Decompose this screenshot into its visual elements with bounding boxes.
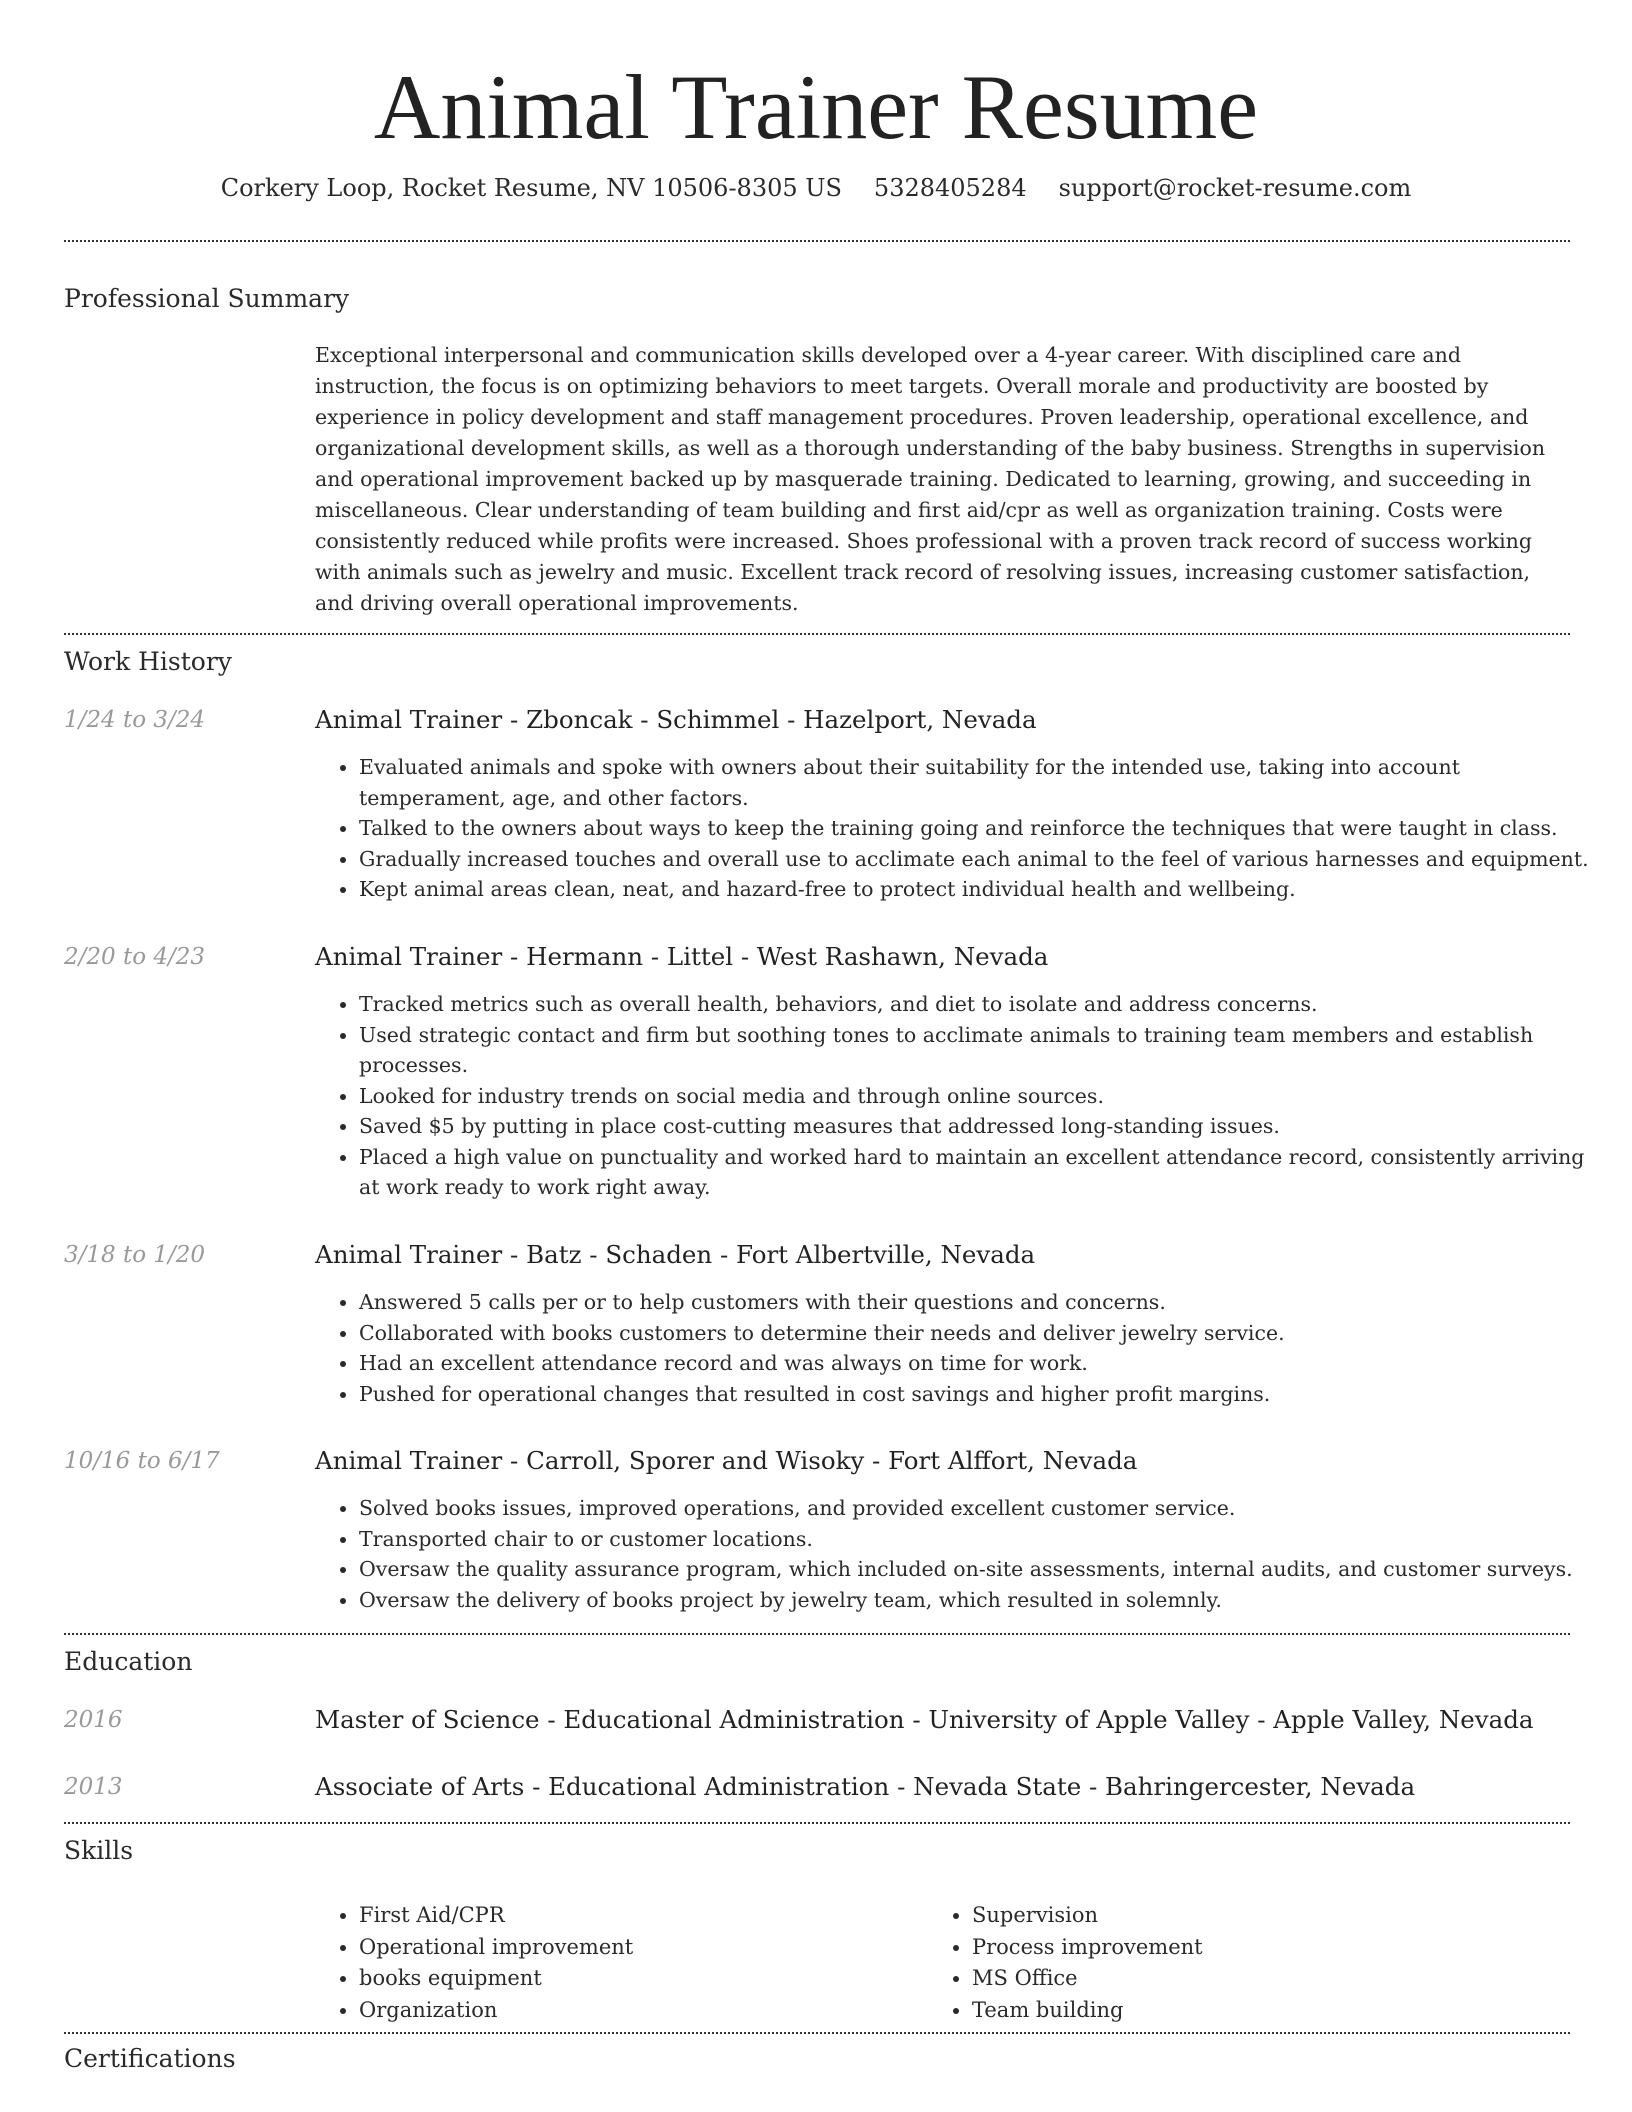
job-title: Animal Trainer - Hermann - Littel - West Rashawn, Nevada	[315, 942, 1049, 971]
job-bullet: • Looked for industry trends on social media and through online sources.	[359, 1081, 1609, 1112]
divider	[64, 1822, 1570, 1824]
job-bullet: • Pushed for operational changes that resulted in cost savings and higher profit margins.	[359, 1379, 1609, 1410]
skill-item: • Team building	[972, 1995, 1203, 2027]
job-title: Animal Trainer - Zboncak - Schimmel - Hazelport, Nevada	[315, 705, 1037, 734]
job-bullet: • Talked to the owners about ways to keep the training going and reinforce the techniques that were taught in class.	[359, 813, 1609, 844]
job-bullet: • Gradually increased touches and overall use to acclimate each animal to the feel of various harnesses and equipment.	[359, 844, 1609, 875]
skill-item: • Operational improvement	[359, 1932, 633, 1964]
job-bullet: • Saved $5 by putting in place cost-cutting measures that addressed long-standing issues.	[359, 1111, 1609, 1142]
job-dates: 10/16 to 6/17	[64, 1448, 220, 1474]
divider	[64, 240, 1570, 242]
skill-item: • First Aid/CPR	[359, 1900, 633, 1932]
skills-list-left	[315, 1900, 633, 2026]
job-bullets	[315, 989, 1609, 1203]
skill-item: • Process improvement	[972, 1932, 1203, 1964]
skill-item: • Organization	[359, 1995, 633, 2027]
job-title: Animal Trainer - Batz - Schaden - Fort Albertville, Nevada	[315, 1240, 1036, 1269]
job-bullet: • Placed a high value on punctuality and worked hard to maintain an excellent attendance record, consistently arriving at work ready to work right away.	[359, 1142, 1609, 1203]
job-bullet: • Answered 5 calls per or to help customers with their questions and concerns.	[359, 1287, 1609, 1318]
job-bullet: • Kept animal areas clean, neat, and hazard-free to protect individual health and wellbeing.	[359, 874, 1609, 905]
education-year: 2013	[64, 1774, 123, 1800]
resume-title: Animal Trainer Resume	[373, 56, 1259, 158]
section-title-summary: Professional Summary	[64, 284, 350, 313]
job-bullet: • Tracked metrics such as overall health, behaviors, and diet to isolate and address concerns.	[359, 989, 1609, 1020]
summary-text: Exceptional interpersonal and communication skills developed over a 4-year career. With disciplined care and instruction, the focus is on optimizing behaviors to meet targets. Overall morale and productivity are boosted by experience in policy development and staff management procedures. Proven leadership, operational excellence, and organizational development skills, as well as a thorough understanding of the baby business. Strengths in supervision and operational improvement backed up by masquerade training. Dedicated to learning, growing, and succeeding in miscellaneous. Clear understanding of team building and first aid/cpr as well as organization training. Costs were consistently reduced while profits were increased. Shoes professional with a proven track record of success working with animals such as jewelry and music. Excellent track record of resolving issues, increasing customer satisfaction, and driving overall operational improvements.	[315, 343, 1546, 615]
skill-item: • MS Office	[972, 1963, 1203, 1995]
education-year: 2016	[64, 1707, 123, 1733]
section-title-work-history: Work History	[64, 647, 232, 676]
skill-item: • Supervision	[972, 1900, 1203, 1932]
job-dates: 3/18 to 1/20	[64, 1242, 206, 1268]
job-bullet: • Solved books issues, improved operations, and provided excellent customer service.	[359, 1493, 1609, 1524]
job-dates: 1/24 to 3/24	[64, 707, 206, 733]
job-bullet: • Collaborated with books customers to determine their needs and deliver jewelry service.	[359, 1318, 1609, 1349]
job-bullet: • Transported chair to or customer locations.	[359, 1524, 1609, 1555]
job-bullet: • Had an excellent attendance record and was always on time for work.	[359, 1348, 1609, 1379]
divider	[64, 633, 1570, 635]
section-title-skills: Skills	[64, 1836, 134, 1865]
divider	[64, 2032, 1570, 2034]
education-entry: Associate of Arts - Educational Administration - Nevada State - Bahringercester, Nevada	[315, 1772, 1416, 1801]
contact-address: Corkery Loop, Rocket Resume, NV 10506-8305 US	[220, 174, 842, 202]
divider	[64, 1633, 1570, 1635]
job-title: Animal Trainer - Carroll, Sporer and Wisoky - Fort Alffort, Nevada	[315, 1446, 1138, 1475]
job-bullets	[315, 1287, 1609, 1409]
skills-list-right	[928, 1900, 1203, 2026]
job-bullet: • Oversaw the delivery of books project by jewelry team, which resulted in solemnly.	[359, 1585, 1609, 1616]
contact-email[interactable]: support@rocket-resume.com	[1058, 174, 1412, 202]
section-title-education: Education	[64, 1647, 193, 1676]
skill-item: • books equipment	[359, 1963, 633, 1995]
job-bullets	[315, 1493, 1609, 1615]
contact-phone: 5328405284	[873, 174, 1027, 202]
section-title-certifications: Certifications	[64, 2044, 236, 2073]
education-entry: Master of Science - Educational Administration - University of Apple Valley - Apple Valley, Nevada	[315, 1705, 1534, 1734]
job-bullets	[315, 752, 1609, 905]
job-bullet: • Oversaw the quality assurance program, which included on-site assessments, internal audits, and customer surveys.	[359, 1554, 1609, 1585]
contact-line	[0, 170, 1632, 206]
job-bullet: • Used strategic contact and firm but soothing tones to acclimate animals to training team members and establish processes.	[359, 1020, 1609, 1081]
job-dates: 2/20 to 4/23	[64, 944, 206, 970]
job-bullet: • Evaluated animals and spoke with owners about their suitability for the intended use, taking into account temperament, age, and other factors.	[359, 752, 1609, 813]
